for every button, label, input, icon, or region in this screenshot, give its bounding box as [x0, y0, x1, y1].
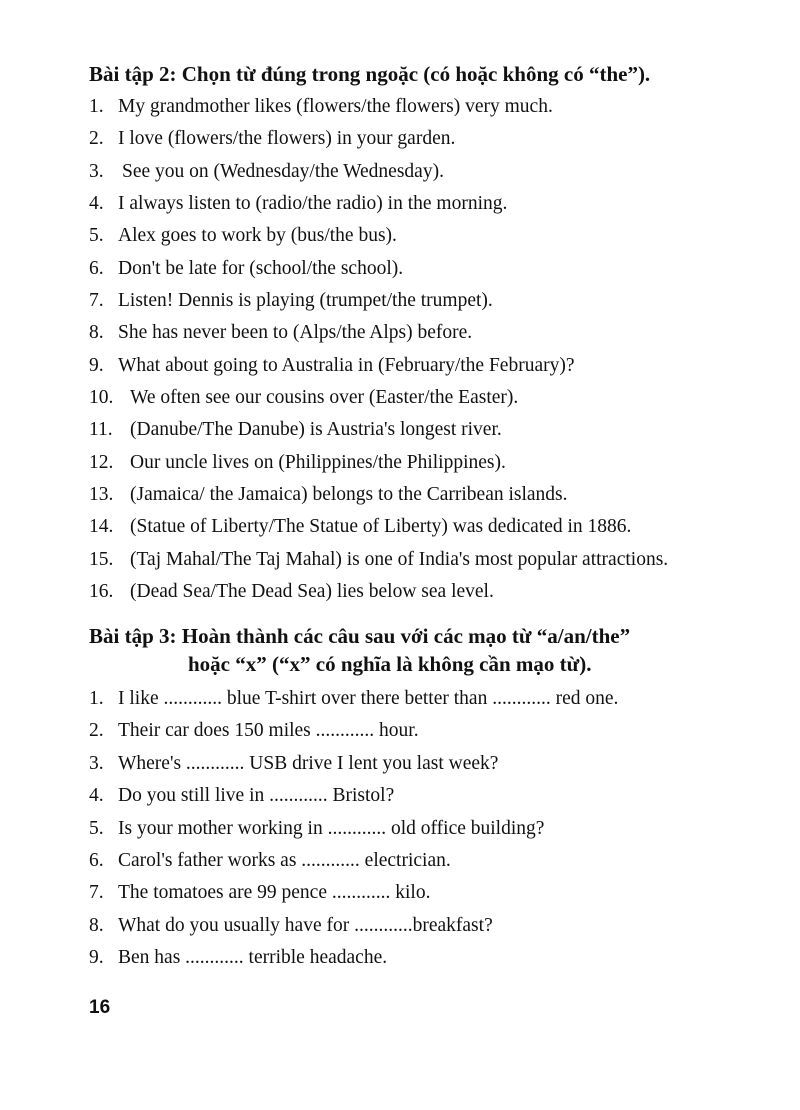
item-text: (Danube/The Danube) is Austria's longest river.	[130, 419, 502, 441]
item-text: (Dead Sea/The Dead Sea) lies below sea level.	[130, 581, 494, 603]
item-number: 15.	[89, 548, 114, 570]
item-text: I like ............ blue T-shirt over there better than ............ red one.	[118, 688, 619, 709]
item-text: Alex goes to work by (bus/the bus).	[118, 225, 397, 247]
item-text: Don't be late for (school/the school).	[118, 257, 404, 279]
item-text: See you on (Wednesday/the Wednesday).	[122, 160, 444, 182]
item-number: 13.	[89, 484, 114, 506]
item-number: 1.	[89, 688, 104, 709]
item-number: 6.	[89, 849, 104, 871]
page-number: 16	[89, 997, 111, 1018]
item-text: Listen! Dennis is playing (trumpet/the trumpet).	[118, 290, 493, 312]
item-text: Their car does 150 miles ............ hour.	[118, 720, 419, 742]
item-text: Carol's father works as ............ electrician.	[118, 849, 451, 871]
item-number: 7.	[89, 290, 104, 312]
exercise-3-title: Bài tập 3: Hoàn thành các câu sau với các mạo từ “a/an/the”	[89, 624, 631, 648]
item-text: Our uncle lives on (Philippines/the Philippines).	[130, 451, 506, 473]
item-text: (Statue of Liberty/The Statue of Liberty) was dedicated in 1886.	[130, 516, 632, 538]
item-number: 16.	[89, 581, 114, 603]
item-text: She has never been to (Alps/the Alps) before.	[118, 322, 473, 344]
item-number: 8.	[89, 322, 104, 344]
item-text: We often see our cousins over (Easter/the Easter).	[130, 387, 519, 409]
item-text: What about going to Australia in (February/the February)?	[118, 354, 575, 376]
item-text: What do you usually have for ............breakfast?	[118, 914, 493, 936]
item-number: 3.	[89, 160, 104, 182]
item-text: My grandmother likes (flowers/the flowers) very much.	[118, 96, 553, 117]
item-number: 9.	[89, 354, 104, 376]
item-number: 5.	[89, 225, 104, 247]
item-number: 8.	[89, 914, 104, 936]
item-number: 6.	[89, 257, 104, 279]
item-number: 7.	[89, 882, 104, 904]
item-number: 4.	[89, 193, 104, 215]
item-text: Where's ............ USB drive I lent you last week?	[118, 752, 499, 774]
item-number: 10.	[89, 387, 114, 409]
item-text: I always listen to (radio/the radio) in the morning.	[118, 193, 508, 215]
item-text: The tomatoes are 99 pence ............ kilo.	[118, 882, 431, 904]
exercise-2-title: Bài tập 2: Chọn từ đúng trong ngoặc (có hoặc không có “the”).	[89, 62, 651, 86]
item-number: 4.	[89, 785, 104, 807]
item-number: 14.	[89, 516, 114, 538]
item-number: 2.	[89, 720, 104, 742]
item-number: 5.	[89, 817, 104, 839]
item-text: (Jamaica/ the Jamaica) belongs to the Carribean islands.	[130, 484, 568, 506]
item-number: 12.	[89, 451, 114, 473]
item-number: 1.	[89, 96, 104, 117]
item-number: 3.	[89, 752, 104, 774]
item-text: Is your mother working in ............ old office building?	[118, 817, 545, 839]
item-number: 2.	[89, 128, 104, 150]
item-text: I love (flowers/the flowers) in your garden.	[118, 128, 456, 150]
item-text: Do you still live in ............ Bristol?	[118, 785, 395, 807]
item-number: 9.	[89, 947, 104, 969]
item-text: Ben has ............ terrible headache.	[118, 947, 388, 969]
item-text: (Taj Mahal/The Taj Mahal) is one of India's most popular attractions.	[130, 548, 669, 570]
exercise-3-title-continued: hoặc “x” (“x” có nghĩa là không cần mạo từ).	[188, 652, 592, 676]
item-number: 11.	[89, 419, 113, 441]
